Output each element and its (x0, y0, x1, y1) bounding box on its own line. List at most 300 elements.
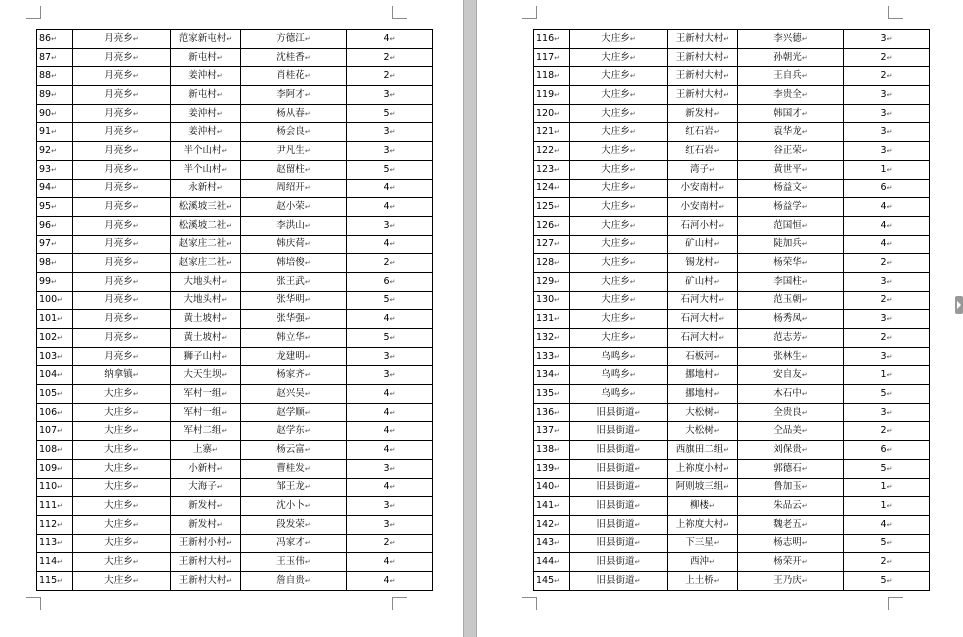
name-cell[interactable] (241, 179, 347, 198)
count-cell[interactable] (347, 67, 433, 86)
town-cell[interactable] (73, 553, 171, 572)
town-cell[interactable] (570, 459, 668, 478)
count-cell[interactable] (844, 534, 930, 553)
count-cell[interactable] (347, 403, 433, 422)
village-cell[interactable] (668, 422, 738, 441)
village-cell[interactable] (171, 48, 241, 67)
town-cell[interactable] (570, 123, 668, 142)
town-cell[interactable] (73, 123, 171, 142)
row-number-cell[interactable] (534, 198, 570, 217)
name-cell[interactable] (241, 48, 347, 67)
name-cell[interactable] (241, 254, 347, 273)
town-cell[interactable] (73, 497, 171, 516)
village-cell[interactable] (668, 48, 738, 67)
name-cell[interactable] (241, 291, 347, 310)
village-cell[interactable] (668, 235, 738, 254)
name-cell[interactable] (738, 198, 844, 217)
row-number-cell[interactable] (534, 347, 570, 366)
row-number-cell[interactable] (534, 160, 570, 179)
town-cell[interactable] (73, 160, 171, 179)
count-cell[interactable] (347, 553, 433, 572)
row-number-cell[interactable] (534, 67, 570, 86)
village-cell[interactable] (668, 160, 738, 179)
name-cell[interactable] (241, 534, 347, 553)
row-number-cell[interactable] (37, 123, 73, 142)
count-cell[interactable] (347, 272, 433, 291)
count-cell[interactable] (844, 48, 930, 67)
row-number-cell[interactable] (37, 422, 73, 441)
name-cell[interactable] (738, 272, 844, 291)
row-number-cell[interactable] (37, 441, 73, 460)
count-cell[interactable] (844, 497, 930, 516)
count-cell[interactable] (347, 48, 433, 67)
count-cell[interactable] (347, 441, 433, 460)
count-cell[interactable] (844, 67, 930, 86)
name-cell[interactable] (241, 272, 347, 291)
village-cell[interactable] (171, 347, 241, 366)
town-cell[interactable] (73, 235, 171, 254)
village-cell[interactable] (171, 104, 241, 123)
town-cell[interactable] (570, 30, 668, 49)
village-cell[interactable] (668, 254, 738, 273)
town-cell[interactable] (570, 235, 668, 254)
name-cell[interactable] (738, 366, 844, 385)
name-cell[interactable] (738, 403, 844, 422)
town-cell[interactable] (570, 291, 668, 310)
count-cell[interactable] (347, 515, 433, 534)
name-cell[interactable] (738, 347, 844, 366)
town-cell[interactable] (570, 441, 668, 460)
name-cell[interactable] (738, 235, 844, 254)
row-number-cell[interactable] (534, 48, 570, 67)
town-cell[interactable] (570, 403, 668, 422)
row-number-cell[interactable] (534, 553, 570, 572)
name-cell[interactable] (241, 329, 347, 348)
town-cell[interactable] (570, 571, 668, 590)
village-cell[interactable] (171, 291, 241, 310)
village-cell[interactable] (171, 254, 241, 273)
name-cell[interactable] (738, 515, 844, 534)
name-cell[interactable] (738, 142, 844, 161)
row-number-cell[interactable] (534, 571, 570, 590)
town-cell[interactable] (570, 142, 668, 161)
count-cell[interactable] (844, 123, 930, 142)
village-cell[interactable] (668, 403, 738, 422)
name-cell[interactable] (241, 67, 347, 86)
village-cell[interactable] (668, 347, 738, 366)
village-cell[interactable] (668, 366, 738, 385)
count-cell[interactable] (844, 459, 930, 478)
village-cell[interactable] (171, 441, 241, 460)
count-cell[interactable] (844, 310, 930, 329)
name-cell[interactable] (738, 216, 844, 235)
row-number-cell[interactable] (534, 123, 570, 142)
village-cell[interactable] (668, 272, 738, 291)
row-number-cell[interactable] (534, 235, 570, 254)
count-cell[interactable] (844, 347, 930, 366)
name-cell[interactable] (241, 216, 347, 235)
town-cell[interactable] (73, 422, 171, 441)
town-cell[interactable] (73, 347, 171, 366)
village-cell[interactable] (171, 329, 241, 348)
town-cell[interactable] (570, 422, 668, 441)
count-cell[interactable] (347, 366, 433, 385)
count-cell[interactable] (347, 198, 433, 217)
count-cell[interactable] (844, 198, 930, 217)
town-cell[interactable] (73, 272, 171, 291)
count-cell[interactable] (347, 179, 433, 198)
village-cell[interactable] (171, 30, 241, 49)
town-cell[interactable] (73, 478, 171, 497)
town-cell[interactable] (73, 366, 171, 385)
village-cell[interactable] (668, 478, 738, 497)
row-number-cell[interactable] (534, 291, 570, 310)
name-cell[interactable] (738, 422, 844, 441)
row-number-cell[interactable] (37, 403, 73, 422)
village-cell[interactable] (668, 459, 738, 478)
village-cell[interactable] (668, 515, 738, 534)
village-cell[interactable] (668, 86, 738, 105)
village-cell[interactable] (171, 403, 241, 422)
village-cell[interactable] (668, 142, 738, 161)
row-number-cell[interactable] (37, 478, 73, 497)
town-cell[interactable] (73, 254, 171, 273)
village-cell[interactable] (171, 216, 241, 235)
row-number-cell[interactable] (37, 366, 73, 385)
count-cell[interactable] (347, 422, 433, 441)
row-number-cell[interactable] (37, 310, 73, 329)
row-number-cell[interactable] (534, 86, 570, 105)
count-cell[interactable] (347, 291, 433, 310)
row-number-cell[interactable] (534, 216, 570, 235)
town-cell[interactable] (73, 104, 171, 123)
town-cell[interactable] (570, 67, 668, 86)
row-number-cell[interactable] (37, 67, 73, 86)
name-cell[interactable] (241, 422, 347, 441)
row-number-cell[interactable] (37, 48, 73, 67)
row-number-cell[interactable] (37, 254, 73, 273)
town-cell[interactable] (570, 272, 668, 291)
count-cell[interactable] (347, 86, 433, 105)
town-cell[interactable] (73, 515, 171, 534)
village-cell[interactable] (171, 67, 241, 86)
name-cell[interactable] (241, 571, 347, 590)
village-cell[interactable] (668, 104, 738, 123)
name-cell[interactable] (241, 497, 347, 516)
row-number-cell[interactable] (534, 403, 570, 422)
town-cell[interactable] (570, 48, 668, 67)
name-cell[interactable] (738, 385, 844, 404)
count-cell[interactable] (844, 441, 930, 460)
count-cell[interactable] (347, 478, 433, 497)
row-number-cell[interactable] (37, 459, 73, 478)
town-cell[interactable] (73, 310, 171, 329)
town-cell[interactable] (73, 48, 171, 67)
row-number-cell[interactable] (37, 385, 73, 404)
name-cell[interactable] (738, 310, 844, 329)
name-cell[interactable] (738, 478, 844, 497)
count-cell[interactable] (844, 272, 930, 291)
name-cell[interactable] (738, 160, 844, 179)
town-cell[interactable] (570, 310, 668, 329)
village-cell[interactable] (668, 123, 738, 142)
town-cell[interactable] (570, 534, 668, 553)
row-number-cell[interactable] (534, 366, 570, 385)
count-cell[interactable] (347, 329, 433, 348)
town-cell[interactable] (570, 497, 668, 516)
village-cell[interactable] (668, 329, 738, 348)
village-cell[interactable] (171, 160, 241, 179)
town-cell[interactable] (570, 254, 668, 273)
town-cell[interactable] (570, 366, 668, 385)
row-number-cell[interactable] (534, 310, 570, 329)
row-number-cell[interactable] (37, 142, 73, 161)
row-number-cell[interactable] (37, 272, 73, 291)
village-cell[interactable] (668, 310, 738, 329)
village-cell[interactable] (668, 179, 738, 198)
row-number-cell[interactable] (534, 179, 570, 198)
scroll-handle[interactable] (955, 296, 963, 314)
village-cell[interactable] (668, 67, 738, 86)
name-cell[interactable] (241, 385, 347, 404)
row-number-cell[interactable] (37, 571, 73, 590)
village-cell[interactable] (171, 515, 241, 534)
town-cell[interactable] (73, 571, 171, 590)
count-cell[interactable] (347, 254, 433, 273)
name-cell[interactable] (241, 142, 347, 161)
town-cell[interactable] (570, 478, 668, 497)
row-number-cell[interactable] (534, 478, 570, 497)
name-cell[interactable] (241, 86, 347, 105)
count-cell[interactable] (347, 347, 433, 366)
name-cell[interactable] (241, 459, 347, 478)
name-cell[interactable] (738, 534, 844, 553)
village-cell[interactable] (171, 310, 241, 329)
row-number-cell[interactable] (534, 534, 570, 553)
name-cell[interactable] (241, 553, 347, 572)
village-cell[interactable] (171, 478, 241, 497)
count-cell[interactable] (347, 459, 433, 478)
town-cell[interactable] (570, 216, 668, 235)
village-cell[interactable] (171, 422, 241, 441)
count-cell[interactable] (347, 216, 433, 235)
count-cell[interactable] (844, 104, 930, 123)
name-cell[interactable] (241, 403, 347, 422)
row-number-cell[interactable] (37, 497, 73, 516)
name-cell[interactable] (738, 179, 844, 198)
row-number-cell[interactable] (534, 459, 570, 478)
count-cell[interactable] (844, 142, 930, 161)
village-cell[interactable] (668, 553, 738, 572)
count-cell[interactable] (844, 254, 930, 273)
village-cell[interactable] (668, 30, 738, 49)
name-cell[interactable] (241, 123, 347, 142)
name-cell[interactable] (241, 310, 347, 329)
village-cell[interactable] (171, 198, 241, 217)
row-number-cell[interactable] (37, 216, 73, 235)
name-cell[interactable] (738, 441, 844, 460)
count-cell[interactable] (347, 310, 433, 329)
village-cell[interactable] (668, 534, 738, 553)
town-cell[interactable] (73, 179, 171, 198)
town-cell[interactable] (570, 347, 668, 366)
town-cell[interactable] (570, 329, 668, 348)
name-cell[interactable] (241, 30, 347, 49)
village-cell[interactable] (171, 142, 241, 161)
count-cell[interactable] (844, 571, 930, 590)
row-number-cell[interactable] (534, 515, 570, 534)
row-number-cell[interactable] (534, 30, 570, 49)
village-cell[interactable] (171, 497, 241, 516)
row-number-cell[interactable] (37, 198, 73, 217)
row-number-cell[interactable] (37, 160, 73, 179)
town-cell[interactable] (570, 553, 668, 572)
count-cell[interactable] (347, 497, 433, 516)
count-cell[interactable] (844, 291, 930, 310)
name-cell[interactable] (241, 478, 347, 497)
town-cell[interactable] (570, 198, 668, 217)
name-cell[interactable] (738, 30, 844, 49)
count-cell[interactable] (347, 123, 433, 142)
name-cell[interactable] (738, 291, 844, 310)
name-cell[interactable] (241, 104, 347, 123)
name-cell[interactable] (738, 48, 844, 67)
row-number-cell[interactable] (534, 441, 570, 460)
name-cell[interactable] (241, 366, 347, 385)
village-cell[interactable] (171, 366, 241, 385)
name-cell[interactable] (241, 198, 347, 217)
name-cell[interactable] (738, 571, 844, 590)
row-number-cell[interactable] (37, 347, 73, 366)
count-cell[interactable] (347, 30, 433, 49)
town-cell[interactable] (570, 86, 668, 105)
village-cell[interactable] (171, 553, 241, 572)
village-cell[interactable] (171, 179, 241, 198)
town-cell[interactable] (73, 198, 171, 217)
town-cell[interactable] (570, 160, 668, 179)
town-cell[interactable] (73, 86, 171, 105)
village-cell[interactable] (171, 459, 241, 478)
count-cell[interactable] (347, 104, 433, 123)
village-cell[interactable] (668, 571, 738, 590)
name-cell[interactable] (738, 329, 844, 348)
name-cell[interactable] (738, 67, 844, 86)
row-number-cell[interactable] (534, 422, 570, 441)
count-cell[interactable] (347, 235, 433, 254)
village-cell[interactable] (668, 198, 738, 217)
row-number-cell[interactable] (534, 142, 570, 161)
row-number-cell[interactable] (534, 385, 570, 404)
village-cell[interactable] (171, 86, 241, 105)
count-cell[interactable] (844, 160, 930, 179)
count-cell[interactable] (844, 235, 930, 254)
count-cell[interactable] (347, 571, 433, 590)
town-cell[interactable] (73, 534, 171, 553)
town-cell[interactable] (73, 329, 171, 348)
town-cell[interactable] (570, 515, 668, 534)
town-cell[interactable] (570, 385, 668, 404)
name-cell[interactable] (241, 235, 347, 254)
town-cell[interactable] (73, 30, 171, 49)
row-number-cell[interactable] (37, 104, 73, 123)
name-cell[interactable] (738, 497, 844, 516)
count-cell[interactable] (844, 30, 930, 49)
name-cell[interactable] (738, 459, 844, 478)
name-cell[interactable] (738, 86, 844, 105)
count-cell[interactable] (844, 366, 930, 385)
row-number-cell[interactable] (534, 104, 570, 123)
row-number-cell[interactable] (37, 30, 73, 49)
village-cell[interactable] (171, 534, 241, 553)
row-number-cell[interactable] (37, 86, 73, 105)
row-number-cell[interactable] (37, 235, 73, 254)
village-cell[interactable] (668, 291, 738, 310)
row-number-cell[interactable] (37, 179, 73, 198)
row-number-cell[interactable] (534, 272, 570, 291)
town-cell[interactable] (73, 216, 171, 235)
count-cell[interactable] (844, 216, 930, 235)
name-cell[interactable] (738, 104, 844, 123)
town-cell[interactable] (570, 179, 668, 198)
name-cell[interactable] (241, 347, 347, 366)
village-cell[interactable] (171, 123, 241, 142)
town-cell[interactable] (73, 385, 171, 404)
village-cell[interactable] (171, 235, 241, 254)
name-cell[interactable] (241, 441, 347, 460)
row-number-cell[interactable] (37, 534, 73, 553)
row-number-cell[interactable] (37, 553, 73, 572)
town-cell[interactable] (570, 104, 668, 123)
town-cell[interactable] (73, 441, 171, 460)
count-cell[interactable] (844, 515, 930, 534)
row-number-cell[interactable] (534, 497, 570, 516)
name-cell[interactable] (738, 553, 844, 572)
count-cell[interactable] (347, 534, 433, 553)
count-cell[interactable] (347, 160, 433, 179)
village-cell[interactable] (171, 385, 241, 404)
name-cell[interactable] (241, 515, 347, 534)
count-cell[interactable] (844, 422, 930, 441)
count-cell[interactable] (844, 478, 930, 497)
village-cell[interactable] (668, 497, 738, 516)
town-cell[interactable] (73, 67, 171, 86)
count-cell[interactable] (844, 179, 930, 198)
count-cell[interactable] (347, 142, 433, 161)
count-cell[interactable] (844, 403, 930, 422)
name-cell[interactable] (738, 123, 844, 142)
town-cell[interactable] (73, 291, 171, 310)
village-cell[interactable] (668, 385, 738, 404)
count-cell[interactable] (844, 86, 930, 105)
town-cell[interactable] (73, 459, 171, 478)
row-number-cell[interactable] (534, 254, 570, 273)
row-number-cell[interactable] (534, 329, 570, 348)
row-number-cell[interactable] (37, 515, 73, 534)
village-cell[interactable] (668, 216, 738, 235)
town-cell[interactable] (73, 403, 171, 422)
village-cell[interactable] (171, 571, 241, 590)
name-cell[interactable] (241, 160, 347, 179)
row-number-cell[interactable] (37, 329, 73, 348)
town-cell[interactable] (73, 142, 171, 161)
village-cell[interactable] (171, 272, 241, 291)
count-cell[interactable] (844, 329, 930, 348)
village-cell[interactable] (668, 441, 738, 460)
count-cell[interactable] (844, 553, 930, 572)
row-number-cell[interactable] (37, 291, 73, 310)
count-cell[interactable] (844, 385, 930, 404)
count-cell[interactable] (347, 385, 433, 404)
